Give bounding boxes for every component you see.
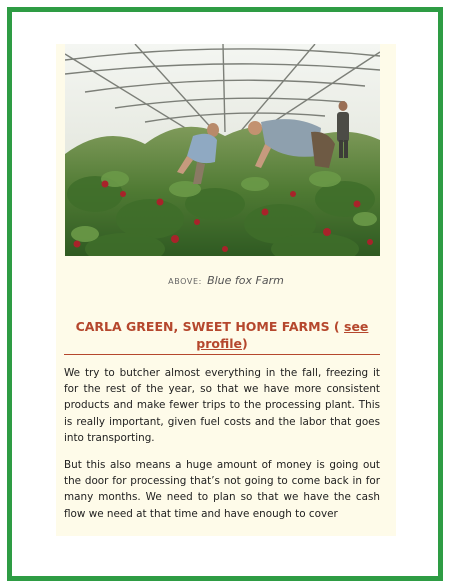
heading-name: CARLA GREEN, SWEET HOME FARMS ( — [75, 319, 340, 334]
link-text-see: see — [344, 319, 369, 334]
link-text-profile: profile — [196, 336, 242, 351]
paragraph-1: We try to butcher almost everything in the fall, freezing it for the rest of the year, so that we have more consistent products and make fewer trips to the processing plant. This is really important, given fuel costs and the labor that goes into transporting. — [64, 367, 380, 444]
greenhouse-photo — [65, 44, 380, 256]
profile-link[interactable] — [196, 336, 242, 351]
caption-text: Blue fox Farm — [207, 274, 284, 287]
heading-close: ) — [242, 336, 248, 351]
section-heading — [64, 318, 380, 355]
caption-label: ABOVE: — [168, 277, 202, 286]
article-card — [56, 44, 396, 536]
see-profile-link[interactable] — [344, 319, 368, 334]
paragraph-2: But this also means a huge amount of money is going out the door for processing that’s not going to come back in for many months. We need to plan so that we have the cash flow we need at that time and have enough to cover — [64, 459, 380, 520]
photo-caption — [56, 269, 396, 288]
